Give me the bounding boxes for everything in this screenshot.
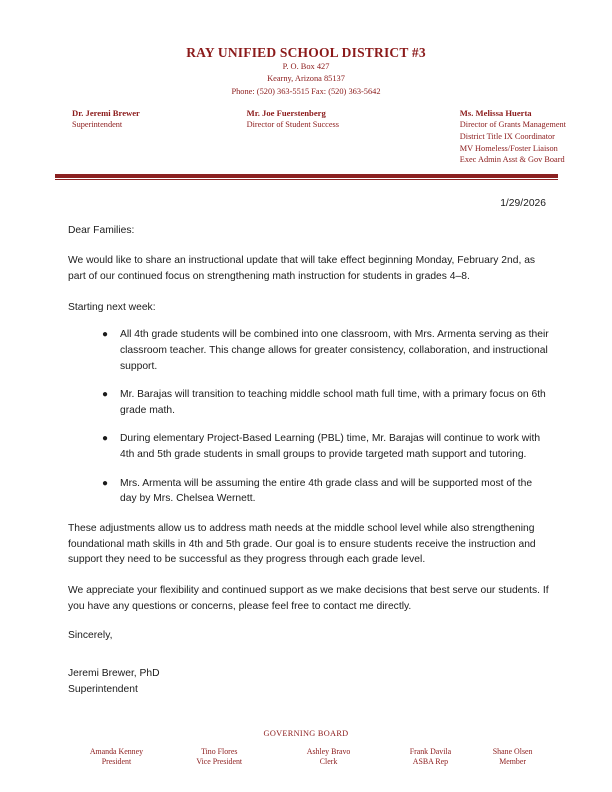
board-member (475, 747, 550, 768)
staff-entry-grants-management (460, 107, 566, 166)
letter-body (0, 196, 612, 697)
divider-thin-rule (55, 179, 558, 180)
signature-block (68, 628, 550, 697)
staff-title: Director of Student Success (246, 119, 340, 129)
board-member (66, 747, 167, 768)
staff-title: MV Homeless/Foster Liaison (459, 143, 558, 153)
board-member (272, 747, 386, 768)
header-divider (55, 174, 558, 180)
governing-board-footer (0, 729, 612, 768)
board-member (167, 747, 272, 768)
board-member-role: ASBA Rep (412, 757, 449, 767)
staff-entry-student-success (247, 107, 339, 131)
board-member-name: Shane Olsen (492, 746, 533, 756)
bullet-dot-icon: ● (102, 389, 109, 401)
staff-title: District Title IX Coordinator (459, 131, 555, 141)
board-member-name: Tino Flores (201, 746, 238, 756)
board-member (386, 747, 476, 768)
bullet-dot-icon: ● (102, 329, 109, 341)
list-item-text: All 4th grade students will be combined into one classroom, with Mrs. Armenta serving as their classroom teacher. This change allows for greater consistency, collaboration, and instructional support. (120, 329, 549, 372)
staff-name: Ms. Melissa Huerta (459, 107, 532, 118)
letter-salutation: Dear Families: (68, 224, 135, 236)
signer-title: Superintendent (68, 683, 138, 695)
board-member-name: Frank Davila (409, 746, 452, 756)
board-member-role: Vice President (196, 757, 243, 767)
list-item (102, 327, 550, 374)
list-item (102, 431, 550, 462)
governing-board-members (0, 747, 612, 768)
list-item (102, 387, 550, 418)
list-item (102, 476, 550, 507)
letterhead (0, 0, 612, 98)
district-phone-fax: Phone: (520) 363-5515 Fax: (520) 363-5642 (231, 86, 381, 96)
staff-name: Dr. Jeremi Brewer (72, 107, 140, 118)
district-name: RAY UNIFIED SCHOOL DISTRICT #3 (186, 45, 426, 60)
staff-name: Mr. Joe Fuerstenberg (246, 107, 326, 118)
closing-paragraph-1: These adjustments allow us to address math needs at the middle school level while also strengthening foundational math skills in 4th and 5th grade. Our goal is to ensure students receive the instruction and support they need to be successful as they progress through each grade level. (68, 523, 536, 566)
staff-entry-superintendent (72, 107, 140, 131)
district-po-box: P. O. Box 427 (282, 62, 330, 72)
board-member-role: Member (499, 757, 526, 767)
letter-date: 1/29/2026 (500, 198, 546, 210)
district-city-state-zip: Kearny, Arizona 85137 (267, 74, 345, 84)
board-member-name: Amanda Kenney (89, 746, 144, 756)
staff-title: Superintendent (72, 119, 123, 129)
staff-title: Exec Admin Asst & Gov Board (459, 155, 565, 165)
signer-name: Jeremi Brewer, PhD (68, 667, 160, 679)
governing-board-title: GOVERNING BOARD (263, 728, 349, 738)
list-item-text: During elementary Project-Based Learning (PBL) time, Mr. Barajas will continue to work with 4th and 5th grade students in small groups to provide targeted math support and tutoring. (120, 433, 541, 461)
update-bullet-list (68, 327, 550, 507)
staff-directory (0, 107, 612, 166)
board-member-name: Ashley Bravo (306, 746, 351, 756)
sign-off: Sincerely, (68, 630, 113, 642)
lead-in-line: Starting next week: (68, 301, 156, 313)
closing-paragraph-2: We appreciate your flexibility and continued support as we make decisions that best serve our students. If you have any questions or concerns, please feel free to contact me directly. (68, 584, 549, 612)
bullet-dot-icon: ● (102, 477, 109, 489)
list-item-text: Mr. Barajas will transition to teaching middle school math full time, with a primary focus on 6th grade math. (120, 389, 546, 416)
intro-paragraph: We would like to share an instructional update that will take effect beginning Monday, February 2nd, as part of our continued focus on strengthening math instruction for students in grades 4–8. (68, 255, 536, 282)
board-member-role: President (101, 757, 132, 767)
board-member-role: Clerk (319, 757, 338, 767)
bullet-dot-icon: ● (102, 433, 109, 445)
list-item-text: Mrs. Armenta will be assuming the entire 4th grade class and will be supported most of the day by Mrs. Chelsea Wernett. (120, 477, 533, 505)
staff-title: Director of Grants Management (459, 119, 566, 129)
